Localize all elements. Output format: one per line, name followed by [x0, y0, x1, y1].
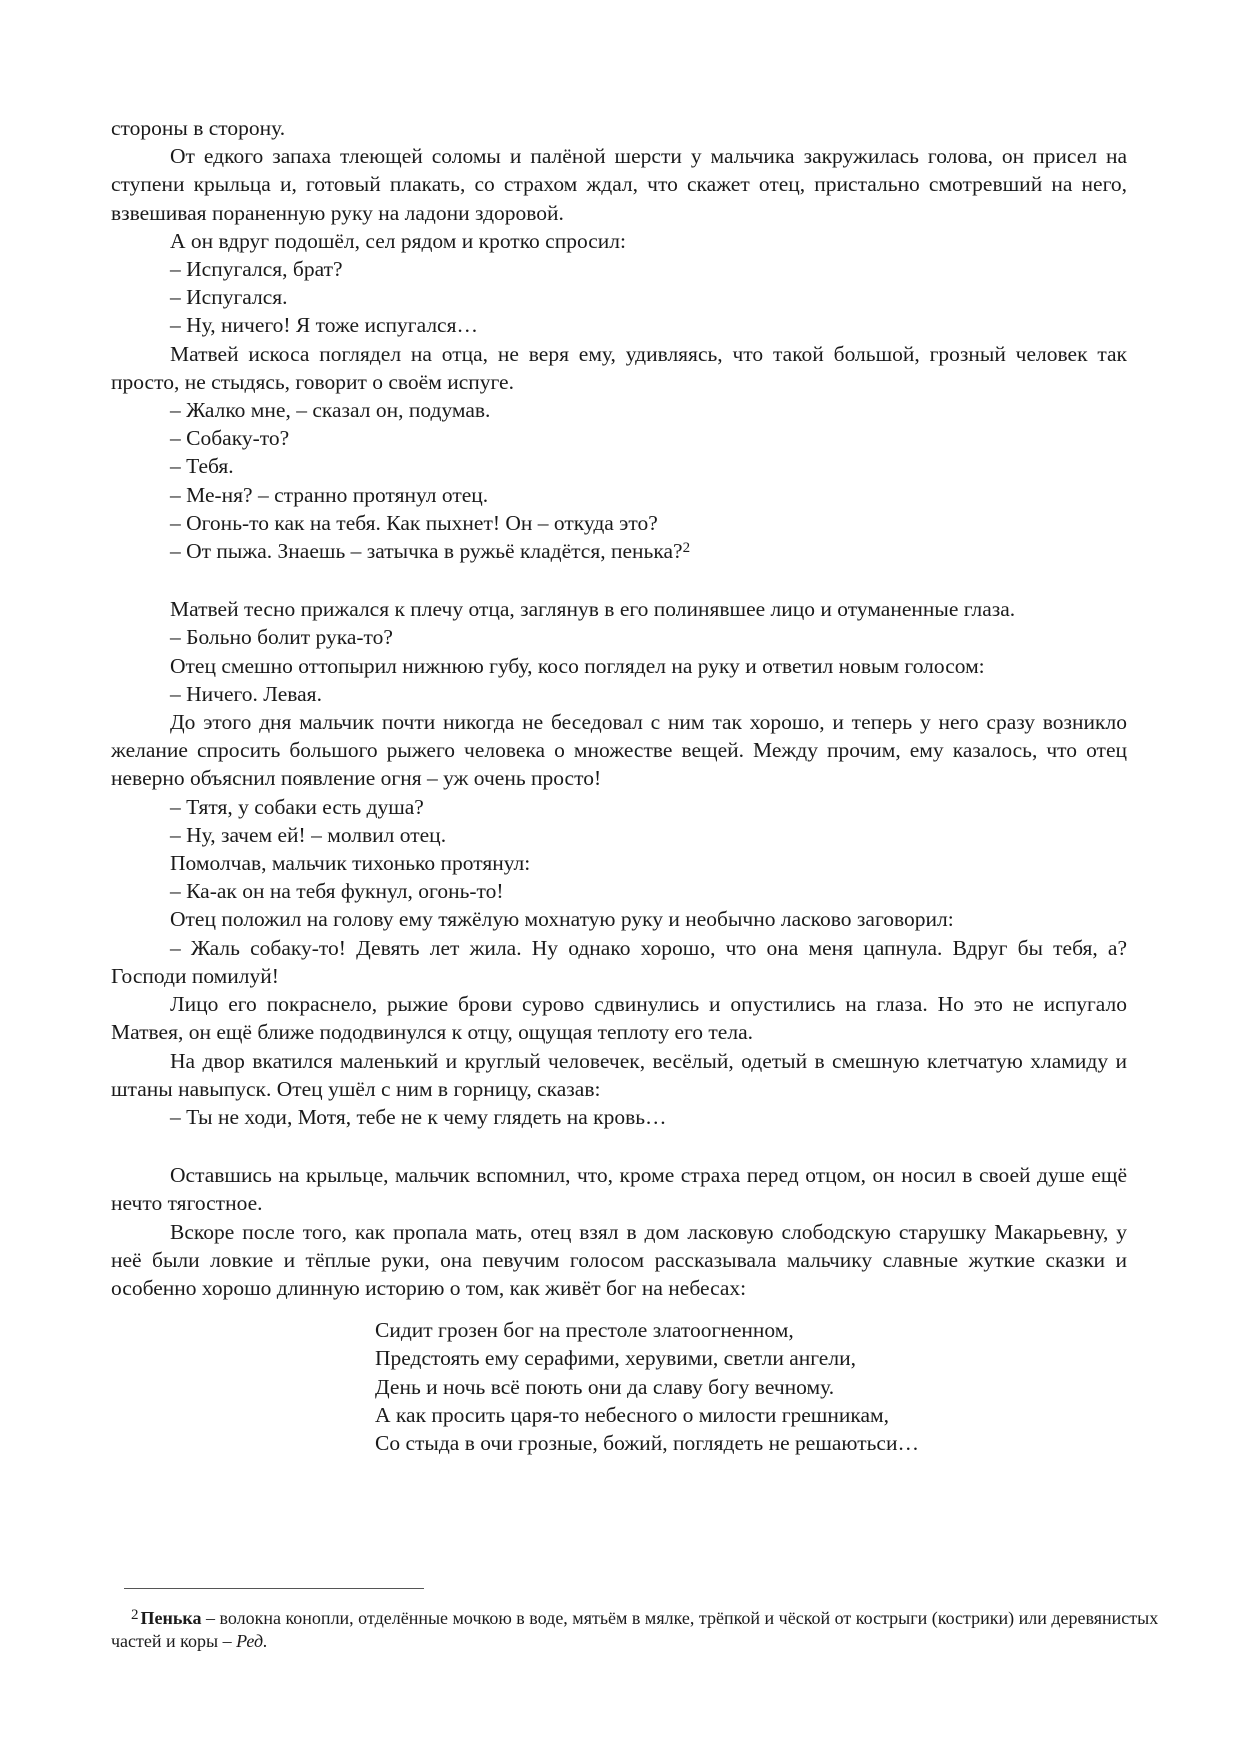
paragraph-text: – Ме-ня? – странно протянул отец. [170, 482, 489, 507]
paragraph [111, 1103, 1127, 1131]
poem-line: День и ночь всё поють они да славу богу вечному. [375, 1374, 835, 1399]
paragraph-text: Отец смешно оттопырил нижнюю губу, косо поглядел на руку и ответил новым голосом: [170, 653, 985, 678]
paragraph [111, 509, 1127, 537]
paragraph-text: Матвей искоса поглядел на отца, не веря ему, удивляясь, что такой большой, грозный человек так просто, не стыдясь, говорит о своём испуге. [111, 341, 1127, 394]
footnote-term: Пенька [140, 1608, 202, 1628]
paragraph-text: – От пыжа. Знаешь – затычка в ружьё кладётся, пенька? [170, 539, 683, 564]
paragraph [111, 623, 1127, 651]
paragraph-text: – Жалко мне, – сказал он, подумав. [170, 398, 491, 423]
paragraph [111, 311, 1127, 339]
paragraph-text: Лицо его покраснело, рыжие брови сурово сдвинулись и опустились на глаза. Но это не испугало Матвея, он ещё ближе пододвинулся к отцу, ощущая теплоту его тела. [111, 992, 1127, 1045]
paragraph-text: – Тебя. [170, 454, 234, 479]
paragraph-text: – Испугался, брат? [170, 257, 343, 282]
paragraph [111, 680, 1127, 708]
footnote-number: 2 [131, 1607, 139, 1623]
paragraph [111, 877, 1127, 905]
paragraph-text: На двор вкатился маленький и круглый человечек, весёлый, одетый в смешную клетчатую хламиду и штаны навыпуск. Отец ушёл с ним в горницу, сказав: [111, 1048, 1127, 1101]
footnote-reference[interactable]: 2 [682, 540, 691, 557]
paragraph-text: – Тятя, у собаки есть душа? [170, 794, 424, 819]
poem-line: Со стыда в очи грозные, божий, поглядеть не решаютьси… [375, 1430, 919, 1455]
paragraph-text: Помолчав, мальчик тихонько протянул: [170, 851, 531, 876]
paragraph-text: – Ка-ак он на тебя фукнул, огонь-то! [170, 879, 504, 904]
footnote-separator [124, 1588, 424, 1589]
paragraph-text: Отец положил на голову ему тяжёлую мохнатую руку и необычно ласково заговорил: [170, 907, 954, 932]
paragraph-list [111, 114, 1127, 1302]
paragraph-text: – Ну, ничего! Я тоже испугался… [170, 313, 478, 338]
paragraph [111, 481, 1127, 509]
paragraph-text: – Ну, зачем ей! – молвил отец. [170, 822, 447, 847]
paragraph-text: От едкого запаха тлеющей соломы и палёной шерсти у мальчика закружилась голова, он присел на ступени крыльца и, готовый плакать, со страхом ждал, что скажет отец, пристально смотревший на него, взвешивая пораненную руку на ладони здоровой. [111, 144, 1127, 225]
footnote [111, 1604, 1161, 1653]
paragraph [111, 793, 1127, 821]
paragraph-text: Оставшись на крыльце, мальчик вспомнил, что, кроме страха перед отцом, он носил в своей душе ещё нечто тягостное. [111, 1163, 1127, 1216]
paragraph-text: А он вдруг подошёл, сел рядом и кротко спросил: [170, 228, 627, 253]
paragraph [111, 934, 1127, 990]
paragraph-text: – Ты не ходи, Мотя, тебе не к чему глядеть на кровь… [170, 1104, 667, 1129]
paragraph [111, 114, 1127, 142]
paragraph-text: стороны в сторону. [111, 116, 286, 140]
paragraph-text: – Жаль собаку-то! Девять лет жила. Ну однако хорошо, что она меня цапнула. Вдруг бы тебя, а? Господи помилуй! [111, 935, 1127, 988]
footnote-text: – волокна конопли, отделённые мочкою в воде, мятьём в мялке, трёпкой и чёской от кострыги (кострики) или деревянистых частей и коры – [111, 1608, 1159, 1651]
paragraph [111, 652, 1127, 680]
poem-line: А как просить царя-то небесного о милости грешникам, [375, 1402, 890, 1427]
paragraph [111, 990, 1127, 1046]
poem-line: Сидит грозен бог на престоле златоогненном, [375, 1318, 794, 1343]
paragraph-text: – Ничего. Левая. [170, 681, 322, 706]
main-text [111, 114, 1127, 1457]
paragraph [111, 1218, 1127, 1303]
paragraph [111, 283, 1127, 311]
paragraph [111, 821, 1127, 849]
paragraph [111, 595, 1127, 623]
paragraph [111, 849, 1127, 877]
paragraph [111, 537, 1127, 565]
poem-verse [111, 1316, 1127, 1457]
paragraph [111, 905, 1127, 933]
paragraph [111, 396, 1127, 424]
paragraph [111, 227, 1127, 255]
paragraph [111, 424, 1127, 452]
paragraph-text: До этого дня мальчик почти никогда не беседовал с ним так хорошо, и теперь у него сразу возникло желание спросить большого рыжего человека о множестве вещей. Между прочим, ему казалось, что отец неверно объяснил появление огня – уж очень просто! [111, 710, 1127, 791]
paragraph-text: Матвей тесно прижался к плечу отца, заглянув в его полинявшее лицо и отуманенные глаза. [170, 597, 1016, 622]
paragraph [111, 142, 1127, 227]
paragraph-text: – Собаку-то? [170, 426, 290, 451]
paragraph-text: – Огонь-то как на тебя. Как пыхнет! Он – откуда это? [170, 510, 658, 535]
paragraph [111, 452, 1127, 480]
paragraph [111, 255, 1127, 283]
footnote-editor-mark: Ред. [236, 1631, 268, 1651]
paragraph [111, 1047, 1127, 1103]
paragraph-text: Вскоре после того, как пропала мать, отец взял в дом ласковую слободскую старушку Макарьевну, у неё были ловкие и тёплые руки, она певучим голосом рассказывала мальчику славные жуткие сказки и особенно хорошо длинную историю о том, как живёт бог на небесах: [111, 1219, 1127, 1300]
paragraph [111, 708, 1127, 793]
paragraph-text: – Испугался. [170, 285, 288, 310]
paragraph [111, 340, 1127, 396]
paragraph [111, 1161, 1127, 1217]
section-gap [111, 1131, 1127, 1161]
poem-line: Предстоять ему серафими, херувими, светли ангели, [375, 1346, 856, 1371]
paragraph-text: – Больно болит рука-то? [170, 625, 393, 650]
section-gap [111, 565, 1127, 595]
